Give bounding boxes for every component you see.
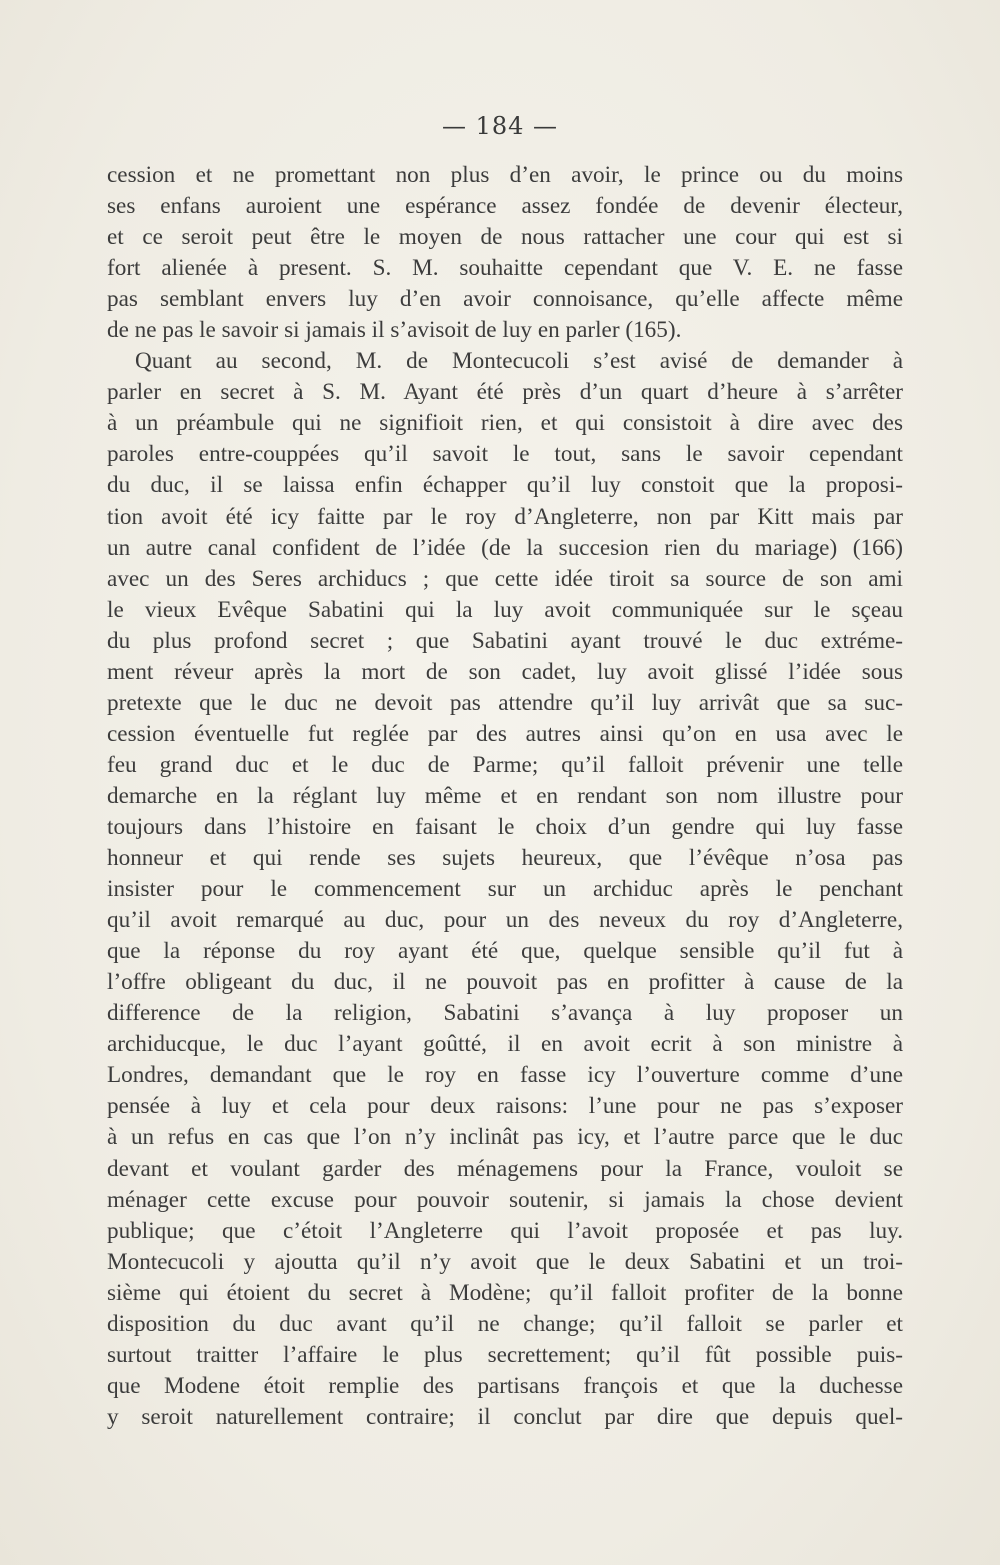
text-line: parler en secret à S. M. Ayant été près d’un quart d’heure à s’arrêter bbox=[107, 379, 903, 406]
text-line: du plus profond secret ; que Sabatini ayant trouvé le duc extréme- bbox=[107, 627, 903, 654]
text-line: honneur et qui rende ses sujets heureux, que l’évêque n’osa pas bbox=[107, 845, 903, 872]
text-line: feu grand duc et le duc de Parme; qu’il falloit prévenir une telle bbox=[107, 751, 903, 778]
text-line: Quant au second, M. de Montecucoli s’est avisé de demander à bbox=[135, 348, 903, 375]
text-line: de ne pas le savoir si jamais il s’avisoit de luy en parler (165). bbox=[107, 317, 682, 344]
text-line: cession éventuelle fut reglée par des autres ainsi qu’on en usa avec le bbox=[107, 720, 903, 747]
text-line: à un refus en cas que l’on n’y inclinât pas icy, et l’autre parce que le duc bbox=[107, 1124, 903, 1151]
text-line: paroles entre-couppées qu’il savoit le tout, sans le savoir cependant bbox=[107, 441, 903, 468]
text-line: difference de la religion, Sabatini s’avança à luy proposer un bbox=[107, 1000, 903, 1027]
text-line: qu’il avoit remarqué au duc, pour un des neveux du roy d’Angleterre, bbox=[107, 907, 903, 934]
text-line: l’offre obligeant du duc, il ne pouvoit pas en profitter à cause de la bbox=[107, 969, 903, 996]
text-line: devant et voulant garder des ménagemens pour la France, vouloit se bbox=[107, 1155, 903, 1182]
text-line: Londres, demandant que le roy en fasse icy l’ouverture comme d’une bbox=[107, 1062, 903, 1089]
page-number: — 184 — bbox=[441, 112, 559, 140]
text-line: du duc, il se laissa enfin échapper qu’il luy constoit que la proposi- bbox=[107, 472, 903, 499]
text-line: surtout traitter l’affaire le plus secrettement; qu’il fût possible puis- bbox=[107, 1341, 903, 1368]
text-line: tion avoit été icy faitte par le roy d’Angleterre, non par Kitt mais par bbox=[107, 503, 903, 530]
text-line: y seroit naturellement contraire; il conclut par dire que depuis quel- bbox=[107, 1403, 903, 1430]
text-line: un autre canal confident de l’idée (de la succesion rien du mariage) (166) bbox=[107, 534, 903, 561]
text-line: que Modene étoit remplie des partisans françois et que la duchesse bbox=[107, 1372, 903, 1399]
text-line: Montecucoli y ajoutta qu’il n’y avoit que le deux Sabatini et un troi- bbox=[107, 1248, 903, 1275]
text-line: ment réveur après la mort de son cadet, luy avoit glissé l’idée sous bbox=[107, 658, 903, 685]
text-line: pas semblant envers luy d’en avoir connoisance, qu’elle affecte même bbox=[107, 286, 903, 313]
text-line: sième qui étoient du secret à Modène; qu’il falloit profiter de la bonne bbox=[107, 1279, 903, 1306]
text-line: ménager cette excuse pour pouvoir soutenir, si jamais la chose devient bbox=[107, 1186, 903, 1213]
text-line: demarche en la réglant luy même et en rendant son nom illustre pour bbox=[107, 782, 903, 809]
text-line: pensée à luy et cela pour deux raisons: l’une pour ne pas s’exposer bbox=[107, 1093, 903, 1120]
text-line: toujours dans l’histoire en faisant le choix d’un gendre qui luy fasse bbox=[107, 813, 903, 840]
text-line: et ce seroit peut être le moyen de nous rattacher une cour qui est si bbox=[107, 224, 903, 251]
text-line: disposition du duc avant qu’il ne change; qu’il falloit se parler et bbox=[107, 1310, 903, 1337]
text-line: insister pour le commencement sur un archiduc après le penchant bbox=[107, 876, 903, 903]
body-text bbox=[107, 160, 903, 1433]
text-line: avec un des Seres archiducs ; que cette idée tiroit sa source de son ami bbox=[107, 565, 903, 592]
text-line: le vieux Evêque Sabatini qui la luy avoit communiquée sur le sçeau bbox=[107, 596, 903, 623]
text-line: cession et ne promettant non plus d’en avoir, le prince ou du moins bbox=[107, 162, 903, 188]
text-line: publique; que c’étoit l’Angleterre qui l’avoit proposée et pas luy. bbox=[107, 1217, 903, 1244]
text-line: à un préambule qui ne signifioit rien, et qui consistoit à dire avec des bbox=[107, 410, 903, 437]
text-line: ses enfans auroient une espérance assez fondée de devenir électeur, bbox=[107, 193, 903, 220]
text-line: pretexte que le duc ne devoit pas attendre qu’il luy arrivât que sa suc- bbox=[107, 689, 903, 716]
text-line: fort alienée à present. S. M. souhaitte cependant que V. E. ne fasse bbox=[107, 255, 903, 282]
text-line: que la réponse du roy ayant été que, quelque sensible qu’il fut à bbox=[107, 938, 903, 965]
text-line: archiducque, le duc l’ayant goûtté, il en avoit ecrit à son ministre à bbox=[107, 1031, 903, 1058]
